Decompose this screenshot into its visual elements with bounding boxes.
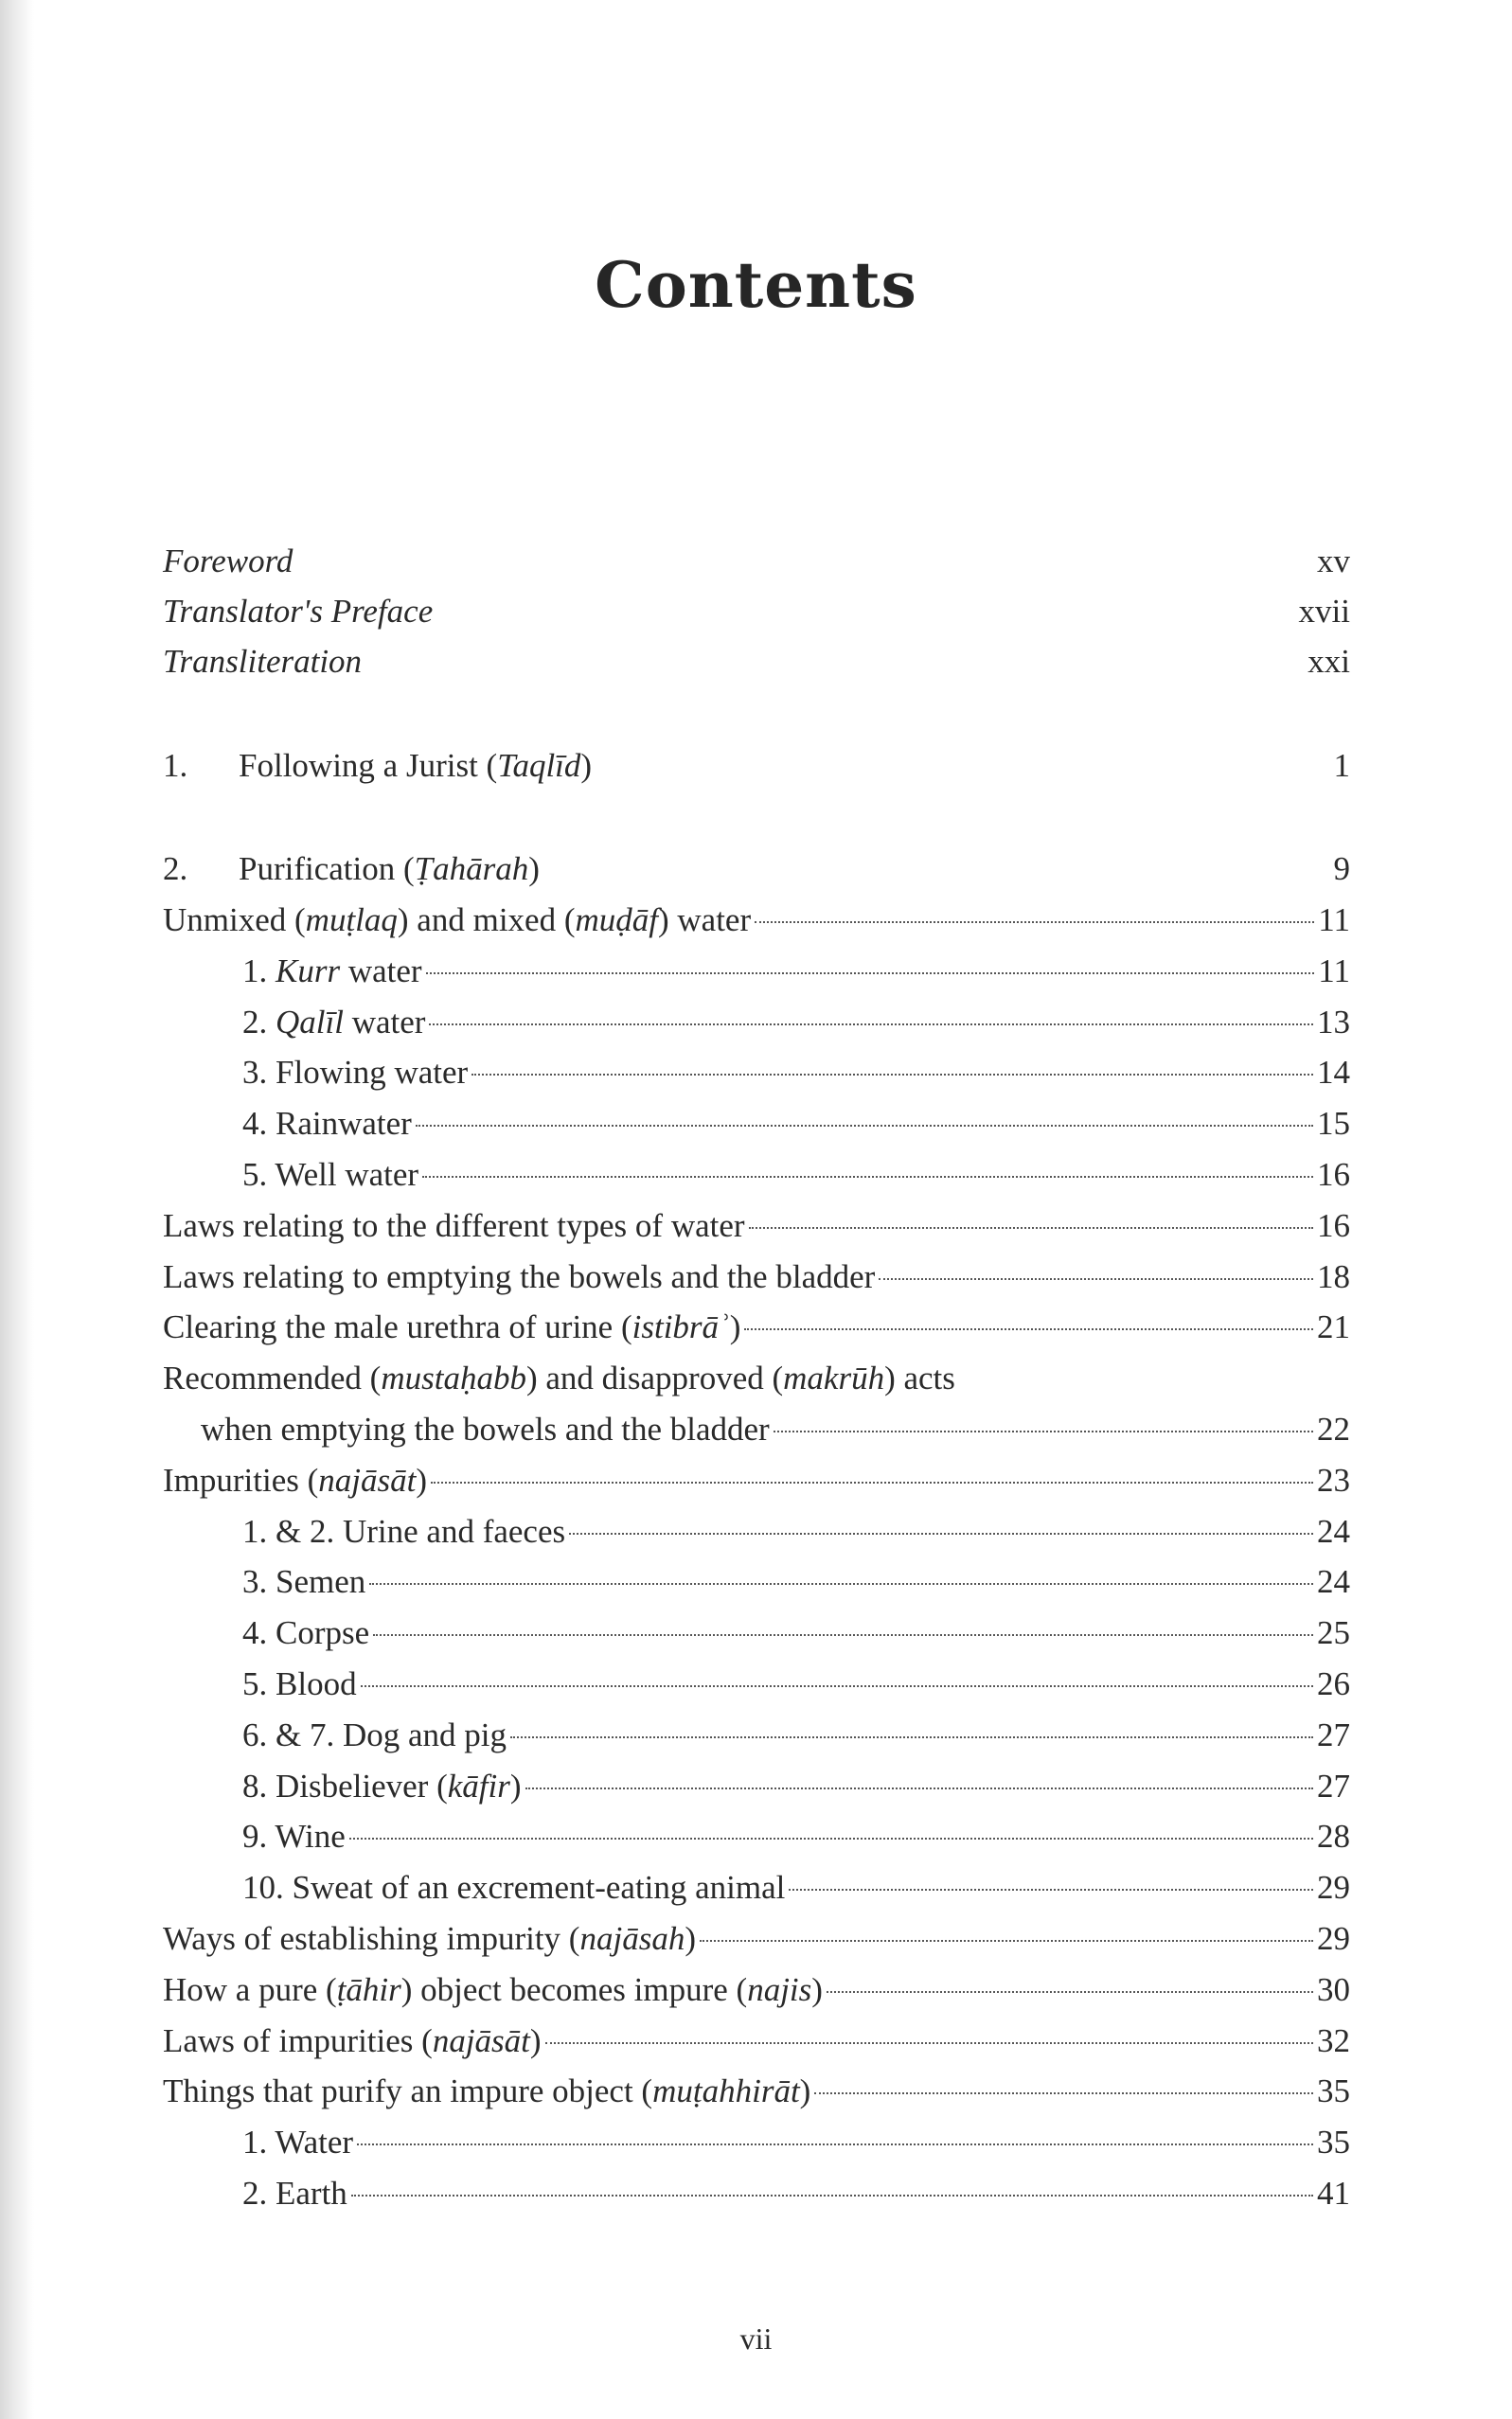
leader-dots (361, 1685, 1313, 1687)
toc-entry-label-text: 4. Corpse (242, 1614, 370, 1652)
toc-entry-transliteration (163, 638, 1350, 685)
toc-entry (242, 1661, 1350, 1708)
scan-edge-shadow (0, 0, 34, 2419)
toc-entry-page: 13 (1317, 1003, 1350, 1041)
toc-entry-label (163, 1254, 875, 1301)
toc-entry-label-italic: najis (747, 1970, 812, 2008)
leader-dots (700, 1940, 1313, 1942)
toc-entry-label-text: when emptying the bowels and the bladder (201, 1411, 770, 1448)
toc-entry-translators-preface (163, 588, 1350, 635)
toc-entry-label-text: ) water (657, 901, 752, 938)
toc-chapter-2 (163, 845, 1350, 893)
toc-entry-page: 35 (1317, 2124, 1350, 2161)
toc-entry (242, 1100, 1350, 1147)
toc-entry-label-text: 6. & 7. Dog and pig (242, 1716, 507, 1753)
leader-dots (749, 1227, 1313, 1229)
toc-entry-label (163, 1915, 696, 1963)
toc-entry-label-text: 9. Wine (242, 1818, 346, 1856)
toc-entry-label-text: ) (799, 2072, 811, 2110)
leader-dots (879, 1278, 1313, 1280)
toc-entry-label-text: ) acts (884, 1360, 955, 1397)
toc-entry-label (242, 1661, 357, 1708)
toc-entry-label-text: 1. (242, 952, 276, 989)
toc-entry-page: 41 (1317, 2175, 1350, 2212)
toc-entry (163, 2018, 1350, 2065)
toc-entry-label: Transliteration (163, 643, 363, 680)
toc-entry-label (242, 1508, 565, 1556)
toc-entry-page: xxi (1307, 643, 1350, 680)
toc-entry-label (242, 1763, 522, 1810)
leader-dots (545, 2042, 1313, 2044)
toc-entry-foreword (163, 538, 1350, 585)
toc-entry-label (242, 2119, 353, 2166)
toc-entry-page: 1 (1333, 747, 1350, 784)
leader-dots (525, 1788, 1314, 1789)
toc-entry-page: 21 (1317, 1308, 1350, 1346)
chapter-title-tail: ) (580, 747, 593, 784)
toc-entry-label-italic: kāfir (447, 1767, 510, 1805)
toc-entry-label-italic: najāsāt (432, 2021, 530, 2059)
toc-entry-page: 32 (1317, 2021, 1350, 2059)
toc-entry-label-text: ) (416, 1461, 428, 1499)
leader-dots (569, 1533, 1313, 1535)
leader-dots (789, 1889, 1313, 1891)
toc-entry-page: 11 (1318, 952, 1350, 989)
toc-entry-label-text: Laws relating to the different types of water (163, 1206, 745, 1244)
toc-entry (163, 1304, 1350, 1351)
toc-entry-page: 29 (1317, 1869, 1350, 1907)
toc-entry-page: 15 (1317, 1105, 1350, 1143)
toc-entry-page: xv (1317, 542, 1350, 579)
toc-entry-label-text: 2. Earth (242, 2175, 347, 2212)
toc-entry-label-text: ) and mixed ( (397, 901, 576, 938)
toc-entry-label-text: Ways of establishing impurity ( (163, 1920, 580, 1957)
toc-entry-label (242, 1151, 418, 1199)
leader-dots (431, 1482, 1313, 1484)
toc-entry-label-italic: muḍāf (575, 901, 658, 938)
toc-entry-label (163, 1457, 427, 1504)
toc-entry-label-text: Things that purify an impure object ( (163, 2072, 653, 2110)
toc-entry-page: 16 (1317, 1206, 1350, 1244)
toc-entry-label (163, 1355, 955, 1402)
toc-entry (163, 1254, 1350, 1301)
toc-entry (242, 1763, 1350, 1810)
toc-entry-label-text: ) (729, 1308, 741, 1346)
toc-entry-label (242, 1100, 412, 1147)
toc-entry-label-italic: mustaḥabb (381, 1360, 526, 1397)
leader-dots (471, 1074, 1313, 1076)
toc-entry-label-text: 8. Disbeliever ( (242, 1767, 448, 1805)
toc-entry-page: 24 (1317, 1512, 1350, 1550)
toc-entry (163, 1457, 1350, 1504)
toc-entry-label-italic: najāsah (579, 1920, 685, 1957)
toc-entry-label-text: ) (811, 1970, 823, 2008)
toc-entry (242, 999, 1350, 1046)
page-title: Contents (595, 248, 917, 322)
leader-dots (744, 1328, 1313, 1330)
toc-entry-page: 27 (1317, 1767, 1350, 1805)
leader-dots (373, 1634, 1313, 1636)
toc-entry-page: 23 (1317, 1461, 1350, 1499)
toc-entry-label-italic: najāsāt (318, 1461, 417, 1499)
toc-entry-label (242, 1813, 346, 1860)
toc-entry-label-text: 1. & 2. Urine and faeces (242, 1512, 566, 1550)
leader-dots (357, 2143, 1313, 2145)
toc-entry-label-text: 3. Flowing water (242, 1054, 469, 1092)
toc-entry-page: 28 (1317, 1818, 1350, 1856)
toc-entry-label-text: 4. Rainwater (242, 1105, 412, 1143)
toc-entry (163, 2068, 1350, 2115)
toc-entry-page: 30 (1317, 1970, 1350, 2008)
toc-entry-page: xvii (1298, 593, 1350, 630)
chapter-number: 1. (163, 747, 188, 784)
toc-entry (242, 1610, 1350, 1657)
toc-entry-label-text: Laws of impurities ( (163, 2021, 433, 2059)
toc-entry (242, 1558, 1350, 1606)
leader-dots (416, 1125, 1313, 1127)
toc-entry (163, 1966, 1350, 2014)
toc-entry-label (242, 1712, 507, 1759)
toc-entry-label-text: ) and disapproved ( (525, 1360, 784, 1397)
leader-dots (351, 2195, 1313, 2197)
toc-entry (242, 1712, 1350, 1759)
toc-entry-label-text: 1. Water (242, 2124, 354, 2161)
toc-entry-label-text: 5. Blood (242, 1665, 357, 1702)
leader-dots (510, 1736, 1313, 1738)
toc-entry-label-italic: istibrāʾ (631, 1308, 730, 1346)
toc-entry-label-text: Impurities ( (163, 1461, 319, 1499)
toc-entry-label-text: ) (685, 1920, 696, 1957)
toc-entry-label-text: Recommended ( (163, 1360, 382, 1397)
toc-entry-label-text: water (340, 952, 422, 989)
toc-entry-label-text: 3. Semen (242, 1563, 366, 1601)
toc-entry-label-italic: makrūh (783, 1360, 885, 1397)
toc-entry-label (242, 2170, 347, 2217)
toc-entry-page: 16 (1317, 1156, 1350, 1193)
toc-entry-label-text: Clearing the male urethra of urine ( (163, 1308, 632, 1346)
toc-entry-page: 22 (1317, 1411, 1350, 1448)
leader-dots (426, 972, 1315, 974)
chapter-title-tail: ) (528, 850, 540, 887)
toc-entry-label (242, 1610, 369, 1657)
toc-entry-label (163, 1966, 823, 2014)
toc-entry-label (242, 948, 422, 995)
toc-entry-page: 18 (1317, 1257, 1350, 1295)
leader-dots (369, 1583, 1313, 1585)
toc-entry (242, 948, 1350, 995)
toc-entry-label (163, 2018, 542, 2065)
toc-entry-page: 35 (1317, 2072, 1350, 2110)
toc-entry (163, 1355, 1350, 1402)
toc-entry-page: 29 (1317, 1920, 1350, 1957)
toc-entry-label-italic: muṭahhirāt (652, 2072, 800, 2110)
toc-entry-label-italic: Kurr (276, 952, 341, 989)
toc-entry-label-text: 2. (242, 1003, 276, 1041)
page-number: vii (739, 2321, 773, 2356)
toc-entry-page: 14 (1317, 1054, 1350, 1092)
toc-entry-label (242, 1558, 365, 1606)
toc-entry (242, 1049, 1350, 1096)
toc-entry (163, 897, 1350, 944)
toc-entry (163, 1202, 1350, 1250)
toc-entry-label (242, 1049, 468, 1096)
toc-entry-label (201, 1406, 770, 1453)
toc-entry-label-text: Laws relating to emptying the bowels and the bladder (163, 1257, 876, 1295)
chapter-title-text: Following a Jurist ( (239, 747, 498, 784)
toc-entry-label (242, 999, 425, 1046)
toc-entry (242, 1151, 1350, 1199)
toc-entry-label-text: 10. Sweat of an excrement-eating animal (242, 1869, 786, 1907)
toc-entry-page: 24 (1317, 1563, 1350, 1601)
chapter-title-italic: Ṭahārah (414, 850, 529, 887)
chapter-number: 2. (163, 850, 188, 887)
toc-entry-label-text: ) (509, 1767, 522, 1805)
toc-entry-page: 27 (1317, 1716, 1350, 1753)
toc-entry-label-text: ) object becomes impure ( (400, 1970, 748, 2008)
toc-entry-label-text: water (343, 1003, 426, 1041)
leader-dots (755, 921, 1314, 923)
toc-entry (242, 2170, 1350, 2217)
toc-entry (242, 1864, 1350, 1912)
toc-entry-page: 26 (1317, 1665, 1350, 1702)
toc-entry-label (163, 1202, 745, 1250)
toc-entry-label-italic: muṭlaq (305, 901, 398, 938)
leader-dots (774, 1431, 1313, 1432)
toc-entry-label-text: Unmixed ( (163, 901, 306, 938)
toc-entry-label (242, 1864, 785, 1912)
toc-entry-label-text: How a pure ( (163, 1970, 337, 2008)
toc-entry-label: Translator's Preface (163, 593, 434, 630)
leader-dots (814, 2092, 1313, 2094)
toc-entry-page: 11 (1318, 901, 1350, 938)
chapter-title-italic: Taqlīd (497, 747, 581, 784)
toc-entry-label-italic: ṭāhir (336, 1970, 401, 2008)
toc-entry-page: 9 (1333, 850, 1350, 887)
toc-entry (201, 1406, 1350, 1453)
toc-entry-label-text: ) (529, 2021, 542, 2059)
chapter-label (163, 742, 592, 790)
chapter-label (163, 845, 540, 893)
leader-dots (429, 1023, 1313, 1025)
toc-entry-label-italic: Qalīl (276, 1003, 344, 1041)
toc-entry (242, 2119, 1350, 2166)
toc-entry (163, 1915, 1350, 1963)
toc-entry (242, 1508, 1350, 1556)
toc-entry-label (163, 897, 751, 944)
chapter-title-text: Purification ( (239, 850, 415, 887)
leader-dots (349, 1838, 1313, 1840)
leader-dots (827, 1991, 1313, 1993)
toc-entry (242, 1813, 1350, 1860)
leader-dots (422, 1176, 1313, 1178)
toc-entry-label-text: 5. Well water (242, 1156, 419, 1193)
toc-chapter-1 (163, 742, 1350, 790)
toc-entry-page: 25 (1317, 1614, 1350, 1652)
toc-entry-label (163, 1304, 740, 1351)
toc-entry-label (163, 2068, 810, 2115)
toc-entry-label: Foreword (163, 542, 294, 579)
